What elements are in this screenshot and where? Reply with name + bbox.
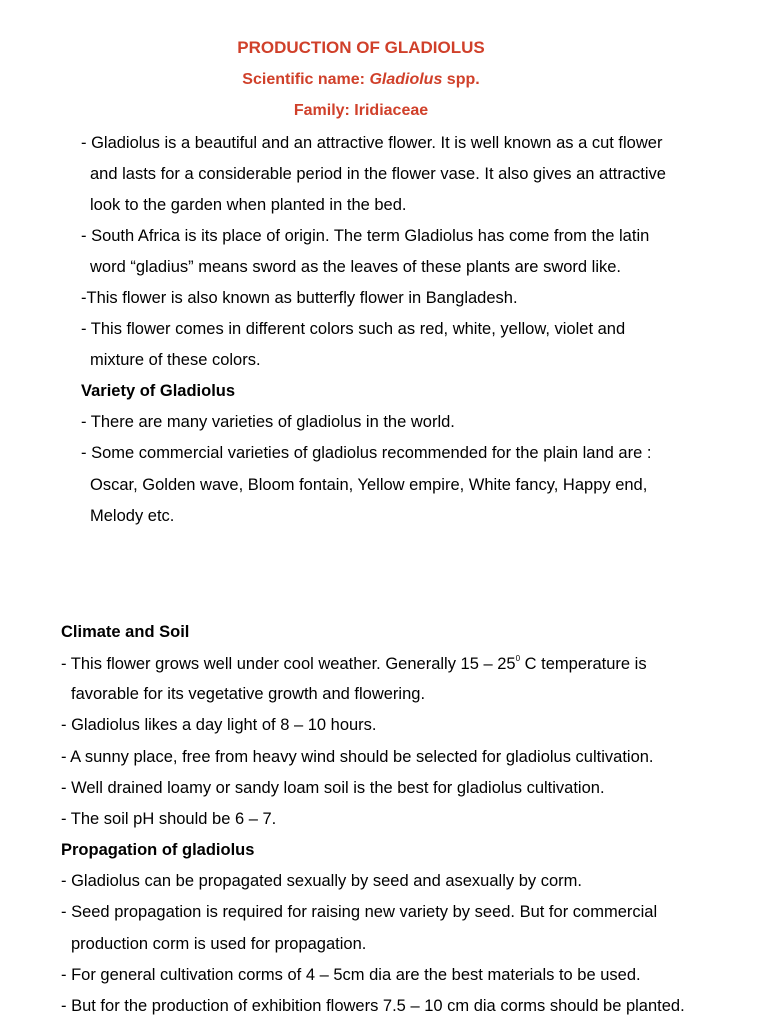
variety-line: Oscar, Golden wave, Bloom fontain, Yellow empire, White fancy, Happy end, bbox=[90, 476, 648, 494]
intro-line: - Gladiolus is a beautiful and an attractive flower. It is well known as a cut flower bbox=[81, 134, 663, 152]
climate-line: - The soil pH should be 6 – 7. bbox=[61, 810, 277, 828]
temperature-unit-text: C temperature is bbox=[520, 655, 647, 673]
page-title: PRODUCTION OF GLADIOLUS bbox=[237, 38, 485, 57]
scientific-name-genus: Gladiolus bbox=[369, 71, 443, 88]
temperature-text: - This flower grows well under cool weather. Generally 15 – 25 bbox=[61, 655, 516, 673]
climate-temperature-line bbox=[61, 654, 647, 674]
propagation-line: - For general cultivation corms of 4 – 5cm dia are the best materials to be used. bbox=[61, 966, 641, 984]
intro-line: - South Africa is its place of origin. The term Gladiolus has come from the latin bbox=[81, 227, 650, 245]
degree-superscript: 0 bbox=[515, 653, 521, 663]
intro-line: mixture of these colors. bbox=[90, 351, 261, 369]
scientific-name-prefix: Scientific name: bbox=[242, 71, 370, 88]
intro-line: word “gladius” means sword as the leaves of these plants are sword like. bbox=[90, 258, 622, 276]
variety-heading: Variety of Gladiolus bbox=[81, 382, 236, 400]
variety-line: - There are many varieties of gladiolus in the world. bbox=[81, 413, 455, 431]
climate-line: - A sunny place, free from heavy wind should be selected for gladiolus cultivation. bbox=[61, 748, 654, 766]
climate-line: - Well drained loamy or sandy loam soil is the best for gladiolus cultivation. bbox=[61, 779, 605, 797]
intro-line: and lasts for a considerable period in the flower vase. It also gives an attractive bbox=[90, 165, 666, 183]
variety-line: - Some commercial varieties of gladiolus recommended for the plain land are : bbox=[81, 444, 652, 462]
intro-line: look to the garden when planted in the bed. bbox=[90, 196, 407, 214]
family-name: Family: Iridiaceae bbox=[293, 102, 429, 119]
climate-line: favorable for its vegetative growth and flowering. bbox=[71, 685, 426, 703]
climate-heading: Climate and Soil bbox=[61, 623, 190, 641]
intro-line: -This flower is also known as butterfly flower in Bangladesh. bbox=[81, 289, 518, 307]
propagation-line: - But for the production of exhibition flowers 7.5 – 10 cm dia corms should be planted. bbox=[61, 997, 685, 1015]
scientific-name bbox=[0, 70, 722, 90]
intro-line: - This flower comes in different colors such as red, white, yellow, violet and bbox=[81, 320, 626, 338]
scientific-name-suffix: spp. bbox=[442, 71, 480, 88]
propagation-line: - Seed propagation is required for raising new variety by seed. But for commercial bbox=[61, 903, 658, 921]
propagation-line: production corm is used for propagation. bbox=[71, 935, 367, 953]
variety-line: Melody etc. bbox=[90, 507, 175, 525]
climate-line: - Gladiolus likes a day light of 8 – 10 hours. bbox=[61, 716, 377, 734]
propagation-line: - Gladiolus can be propagated sexually by seed and asexually by corm. bbox=[61, 872, 582, 890]
propagation-heading: Propagation of gladiolus bbox=[61, 841, 255, 859]
